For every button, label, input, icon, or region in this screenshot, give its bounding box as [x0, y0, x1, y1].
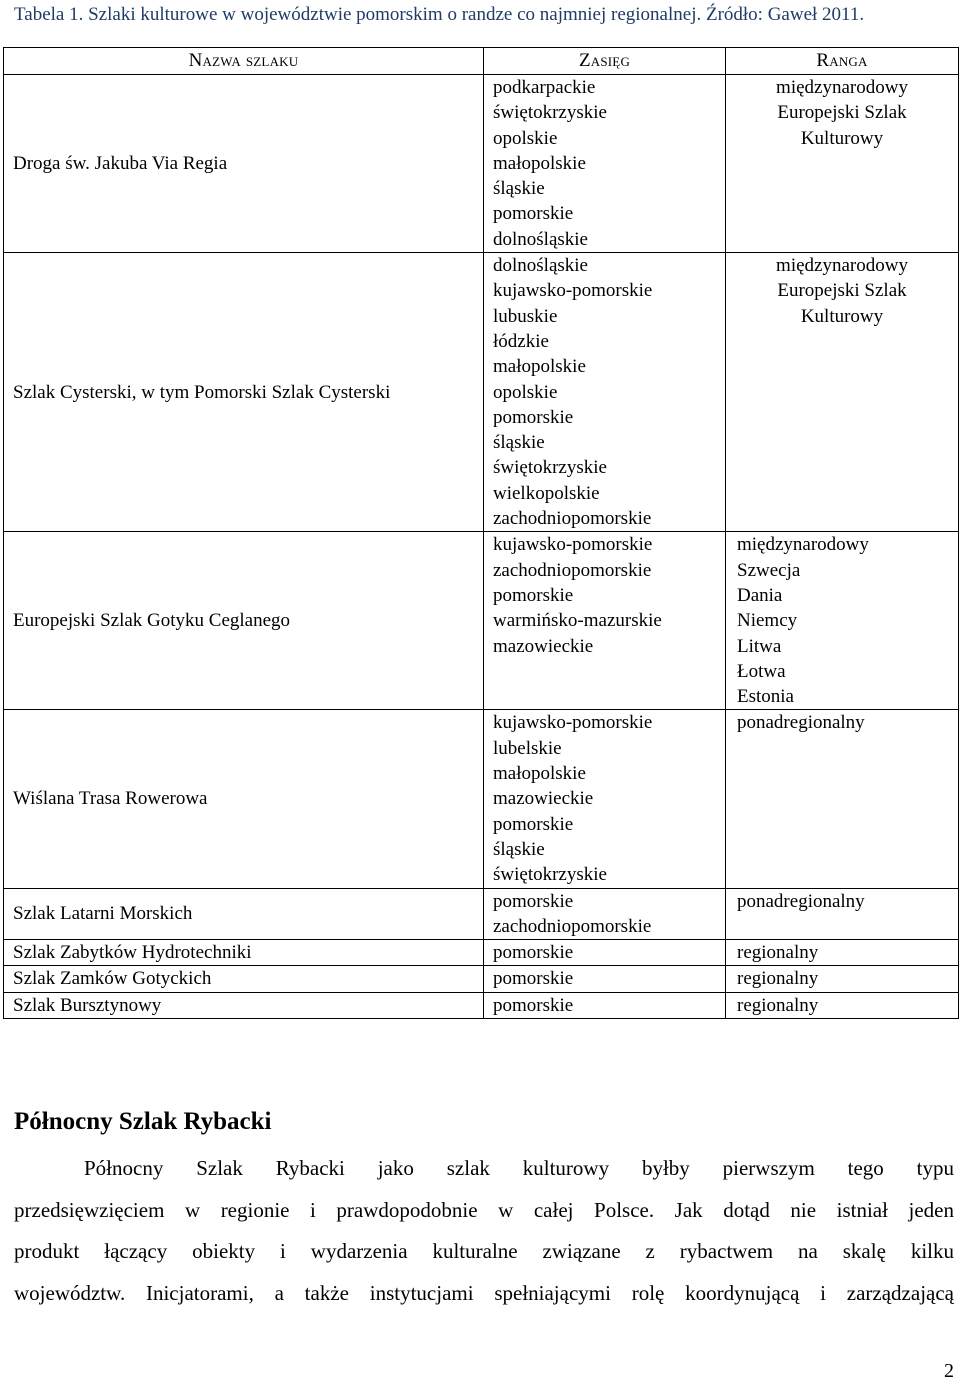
trail-rank-cell: [726, 966, 959, 992]
header-range: Zasięg: [484, 48, 726, 75]
rank-item: Niemcy: [737, 610, 798, 632]
region-item: świętokrzyskie: [493, 864, 607, 886]
region-item: pomorskie: [493, 942, 574, 964]
table-row: [4, 253, 959, 532]
rank-item: Kulturowy: [800, 305, 884, 327]
trail-rank-cell: [726, 710, 959, 888]
region-item: wielkopolskie: [493, 482, 600, 504]
region-item: kujawsko-pomorskie: [493, 712, 653, 734]
trail-name: Szlak Latarni Morskich: [13, 903, 193, 925]
trail-range-cell: [484, 992, 726, 1018]
region-item: kujawsko-pomorskie: [493, 280, 653, 302]
trail-name: Szlak Zamków Gotyckich: [13, 968, 212, 990]
region-item: pomorskie: [493, 890, 574, 912]
table-row: [4, 992, 959, 1018]
rank-item: Europejski Szlak: [777, 280, 907, 302]
rank-item: ponadregionalny: [737, 890, 865, 912]
paragraph-line: produkt łączący obiekty i wydarzenia kulturalne związane z rybactwem na skalę kilku: [14, 1239, 954, 1263]
region-item: dolnośląskie: [493, 228, 588, 250]
rank-item: międzynarodowy: [776, 77, 908, 98]
trail-rank-cell: [726, 992, 959, 1018]
paragraph-line: Północny Szlak Rybacki jako szlak kulturowy byłby pierwszym tego typu: [84, 1156, 954, 1180]
trail-range-cell: [484, 940, 726, 966]
trail-name-cell: [4, 532, 484, 710]
trail-name: Droga św. Jakuba Via Regia: [13, 152, 228, 174]
paragraph-line: województw. Inicjatorami, a także instytucjami spełniającymi rolę koordynującą i zarządzającą: [14, 1280, 954, 1305]
rank-item: Kulturowy: [800, 127, 884, 149]
section-title: Północny Szlak Rybacki: [14, 1108, 272, 1135]
trail-range-cell: [484, 532, 726, 710]
region-item: śląskie: [493, 178, 545, 200]
region-item: lubuskie: [493, 305, 558, 327]
table-row: [4, 710, 959, 888]
region-item: warmińsko-mazurskie: [493, 610, 662, 632]
trail-name-cell: [4, 710, 484, 888]
rank-item: Litwa: [737, 635, 782, 657]
trail-range-cell: [484, 710, 726, 888]
region-item: pomorskie: [493, 968, 574, 990]
region-item: mazowieckie: [493, 635, 594, 657]
trail-rank-cell: [726, 75, 959, 253]
region-item: zachodniopomorskie: [493, 508, 652, 530]
rank-item: Łotwa: [737, 660, 786, 682]
page-number: 2: [944, 1360, 954, 1382]
trails-table: [3, 47, 959, 1019]
region-item: podkarpackie: [493, 77, 596, 98]
table-row: [4, 966, 959, 992]
paragraph-line: przedsięwzięciem w regionie i prawdopodobnie w całej Polsce. Jak dotąd nie istniał jeden: [14, 1197, 954, 1222]
rank-item: regionalny: [737, 942, 819, 964]
region-item: dolnośląskie: [493, 255, 588, 277]
region-item: świętokrzyskie: [493, 102, 607, 124]
table-header-row: [4, 48, 959, 75]
trail-rank-cell: [726, 940, 959, 966]
section-paragraph: [14, 1148, 954, 1314]
region-item: pomorskie: [493, 994, 574, 1016]
region-item: świętokrzyskie: [493, 457, 607, 479]
region-item: lubelskie: [493, 737, 562, 759]
rank-item: Europejski Szlak: [777, 102, 907, 124]
rank-item: regionalny: [737, 994, 819, 1016]
region-item: pomorskie: [493, 203, 574, 225]
rank-item: międzynarodowy: [737, 534, 869, 556]
table-body: [4, 75, 959, 1019]
region-item: pomorskie: [493, 584, 574, 606]
region-item: śląskie: [493, 838, 545, 860]
region-item: kujawsko-pomorskie: [493, 534, 653, 556]
trail-name: Europejski Szlak Gotyku Ceglanego: [13, 610, 291, 632]
trail-range-cell: [484, 75, 726, 253]
trail-name-cell: [4, 75, 484, 253]
header-name: Nazwa szlaku: [4, 48, 484, 75]
table-row: [4, 888, 959, 940]
rank-item: regionalny: [737, 968, 819, 990]
trail-name-cell: [4, 966, 484, 992]
trail-rank-cell: [726, 253, 959, 532]
trail-rank-cell: [726, 888, 959, 940]
region-item: opolskie: [493, 127, 558, 149]
region-item: małopolskie: [493, 152, 586, 174]
header-rank: Ranga: [726, 48, 959, 75]
region-item: mazowieckie: [493, 788, 594, 810]
trail-rank-cell: [726, 532, 959, 710]
trail-name: Szlak Zabytków Hydrotechniki: [13, 942, 252, 964]
table-row: [4, 75, 959, 253]
rank-item: ponadregionalny: [737, 712, 865, 734]
trail-name: Szlak Bursztynowy: [13, 994, 162, 1016]
region-item: zachodniopomorskie: [493, 915, 652, 937]
table-row: [4, 532, 959, 710]
region-item: łódzkie: [493, 330, 549, 352]
region-item: małopolskie: [493, 763, 586, 785]
region-item: śląskie: [493, 432, 545, 454]
region-item: pomorskie: [493, 406, 574, 428]
rank-item: Estonia: [737, 686, 794, 708]
region-item: zachodniopomorskie: [493, 559, 652, 581]
rank-item: Dania: [737, 584, 783, 606]
rank-item: międzynarodowy: [776, 255, 908, 277]
trail-name-cell: [4, 253, 484, 532]
region-item: pomorskie: [493, 813, 574, 835]
trail-name-cell: [4, 940, 484, 966]
trail-name-cell: [4, 992, 484, 1018]
trail-range-cell: [484, 888, 726, 940]
region-item: opolskie: [493, 381, 558, 403]
trail-name-cell: [4, 888, 484, 940]
table-caption: Tabela 1. Szlaki kulturowe w województwie pomorskim o randze co najmniej regionalnej. Źródło: Gaweł 2011.: [14, 4, 865, 25]
trail-range-cell: [484, 966, 726, 992]
region-item: małopolskie: [493, 356, 586, 378]
trail-range-cell: [484, 253, 726, 532]
table-row: [4, 940, 959, 966]
trail-name: Wiślana Trasa Rowerowa: [13, 788, 208, 810]
rank-item: Szwecja: [737, 559, 801, 581]
trail-name: Szlak Cysterski, w tym Pomorski Szlak Cysterski: [13, 381, 391, 403]
